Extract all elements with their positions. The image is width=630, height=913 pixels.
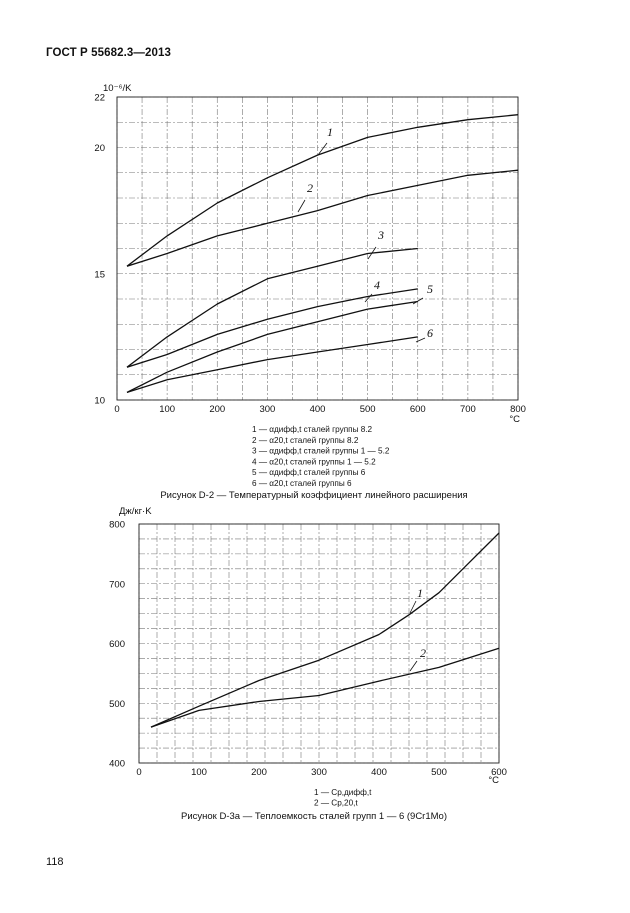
legend-entry: 5 — αдифф,t сталей группы 6 bbox=[252, 468, 366, 478]
y-unit-label: 10⁻⁶/K bbox=[103, 83, 132, 94]
x-tick-label: 100 bbox=[159, 404, 176, 415]
x-tick-label: 200 bbox=[251, 767, 267, 778]
y-tick-label: 10 bbox=[94, 395, 105, 407]
y-tick-label: 700 bbox=[109, 579, 125, 591]
y-tick-label: 500 bbox=[109, 698, 125, 710]
y-tick-label: 20 bbox=[94, 143, 105, 154]
legend-entry: 3 — αдифф,t сталей группы 1 — 5.2 bbox=[252, 446, 390, 456]
x-tick-label: 700 bbox=[459, 404, 476, 415]
x-tick-label: 300 bbox=[259, 404, 276, 415]
y-unit-label: Дж/кг·K bbox=[119, 506, 152, 517]
series-label-6: 6 bbox=[427, 326, 433, 340]
series-line-2 bbox=[127, 170, 518, 266]
legend-entry: 6 — α20,t сталей группы 6 bbox=[252, 479, 352, 488]
y-tick-label: 600 bbox=[109, 639, 125, 650]
x-tick-label: 500 bbox=[359, 404, 376, 415]
y-tick-label: 15 bbox=[94, 269, 105, 281]
series-line-1 bbox=[151, 533, 499, 727]
series-label-leader bbox=[298, 200, 305, 212]
x-tick-label: 300 bbox=[311, 767, 327, 778]
chart-1 bbox=[94, 83, 526, 501]
series-line-1 bbox=[127, 115, 518, 267]
series-label-4: 4 bbox=[374, 278, 380, 292]
figure-caption: Рисунок D-2 — Температурный коэффициент линейного расширения bbox=[160, 490, 468, 501]
document-header: ГОСТ Р 55682.3—2013 bbox=[46, 47, 171, 59]
legend-entry: 1 — Cp,дифф,t bbox=[314, 788, 372, 797]
series-line-6 bbox=[127, 337, 418, 393]
series-line-2 bbox=[151, 648, 499, 727]
legend-entry: 2 — Cp,20,t bbox=[314, 798, 358, 808]
legend-entry: 1 — αдифф,t сталей группы 8.2 bbox=[252, 425, 373, 434]
chart-2 bbox=[109, 506, 507, 822]
series-label-1: 1 bbox=[327, 125, 333, 139]
y-tick-label: 800 bbox=[109, 519, 125, 531]
series-label-leader bbox=[410, 661, 417, 671]
series-label-1: 1 bbox=[417, 586, 423, 600]
x-tick-label: 500 bbox=[431, 767, 447, 778]
x-tick-label: 600 bbox=[491, 767, 507, 778]
series-label-leader bbox=[416, 338, 425, 342]
series-label-3: 3 bbox=[378, 228, 384, 242]
page-number: 118 bbox=[46, 856, 64, 868]
x-unit-label: °C bbox=[509, 414, 520, 425]
series-label-2: 2 bbox=[420, 646, 426, 660]
x-tick-label: 0 bbox=[136, 767, 142, 778]
x-tick-label: 100 bbox=[191, 767, 207, 778]
y-tick-label: 400 bbox=[109, 758, 125, 770]
series-label-leader bbox=[365, 294, 372, 302]
x-unit-label: °C bbox=[488, 775, 499, 786]
x-tick-label: 200 bbox=[209, 404, 226, 415]
series-label-2: 2 bbox=[307, 181, 313, 195]
series-label-5: 5 bbox=[427, 282, 433, 296]
y-tick-label: 22 bbox=[94, 92, 105, 104]
x-tick-label: 400 bbox=[309, 404, 326, 415]
x-tick-label: 400 bbox=[371, 767, 387, 778]
legend-entry: 4 — α20,t сталей группы 1 — 5.2 bbox=[252, 457, 376, 467]
x-tick-label: 0 bbox=[114, 404, 120, 415]
series-line-4 bbox=[127, 289, 418, 367]
x-tick-label: 600 bbox=[409, 404, 426, 415]
figure-caption: Рисунок D-3a — Теплоемкость сталей групп 1 — 6 (9Cr1Mo) bbox=[181, 811, 447, 822]
legend-entry: 2 — α20,t сталей группы 8.2 bbox=[252, 435, 359, 445]
x-tick-label: 800 bbox=[510, 404, 526, 415]
